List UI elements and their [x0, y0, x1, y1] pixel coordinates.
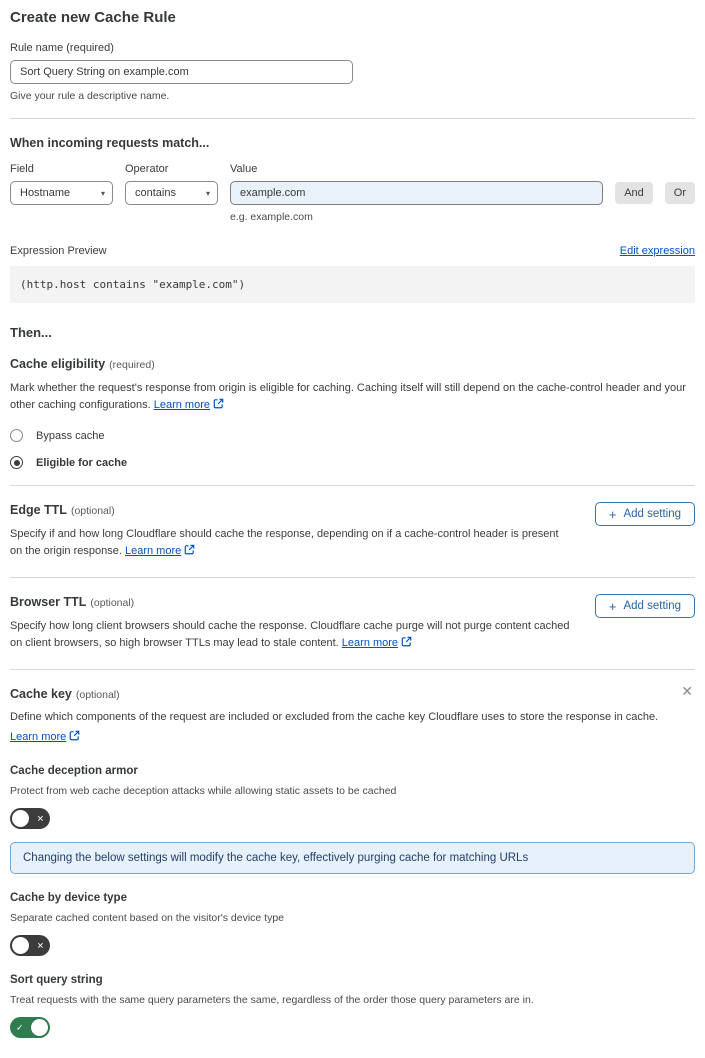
plus-icon: + [608, 598, 617, 614]
plus-icon: + [608, 506, 617, 522]
cache-deception-armor-description: Protect from web cache deception attacks while allowing static assets to be cached [10, 785, 397, 798]
radio-label: Eligible for cache [36, 456, 128, 469]
sort-query-string-toggle[interactable] [10, 1017, 50, 1038]
and-button[interactable]: And [615, 182, 653, 204]
cache-eligibility-qualifier: (required) [109, 359, 155, 371]
edge-ttl-learn-more-link[interactable]: Learn more [124, 545, 182, 558]
then-heading: Then... [10, 325, 52, 340]
browser-ttl-add-setting-button[interactable] [595, 594, 695, 618]
value-input[interactable] [230, 181, 603, 205]
edge-ttl-section [10, 486, 695, 561]
cache-deception-armor-toggle[interactable] [10, 808, 50, 829]
radio-option-bypass-cache[interactable] [10, 429, 695, 442]
add-setting-label: Add setting [623, 600, 681, 613]
radio-label: Bypass cache [36, 429, 105, 442]
cache-key-learn-more-row [10, 729, 695, 747]
cache-key-title: Cache key [10, 687, 72, 702]
edge-ttl-heading [10, 503, 575, 517]
toggle-knob [12, 937, 29, 954]
cache-by-device-type-toggle[interactable] [10, 935, 50, 956]
edge-ttl-description-text: Specify if and how long Cloudflare should cache the response, depending on if a cache-control header is present on the origin response. [10, 528, 559, 558]
chevron-down-icon: ▾ [205, 188, 210, 198]
operator-select[interactable] [125, 181, 218, 205]
or-button[interactable]: Or [665, 182, 695, 204]
external-link-icon [184, 544, 195, 561]
close-icon[interactable]: ✕ [681, 683, 693, 700]
cache-by-device-type-heading: Cache by device type [10, 892, 127, 905]
match-builder-row [10, 163, 695, 205]
rule-name-label: Rule name (required) [10, 42, 114, 54]
browser-ttl-learn-more-link[interactable]: Learn more [341, 637, 399, 650]
expression-code: (http.host contains "example.com") [10, 266, 695, 303]
match-section-heading: When incoming requests match... [10, 136, 210, 150]
check-icon: ✓ [16, 1022, 24, 1033]
x-icon: ✕ [36, 940, 44, 951]
edge-ttl-title: Edge TTL [10, 503, 67, 518]
cache-eligibility-learn-more-link[interactable]: Learn more [153, 399, 210, 412]
cache-by-device-type-description: Separate cached content based on the visitor's device type [10, 912, 285, 925]
cache-key-qualifier: (optional) [75, 689, 120, 702]
page-title: Create new Cache Rule [10, 9, 176, 26]
x-icon: ✕ [36, 813, 44, 824]
field-label: Field [10, 163, 34, 175]
browser-ttl-heading [10, 595, 575, 609]
radio-icon [10, 429, 23, 442]
operator-select-value: contains [135, 187, 176, 199]
cache-key-heading [10, 687, 120, 701]
browser-ttl-section [10, 578, 695, 653]
toggle-knob [31, 1019, 48, 1036]
cache-eligibility-title: Cache eligibility [10, 357, 106, 371]
external-link-icon [213, 398, 224, 415]
rule-name-input[interactable] [10, 60, 353, 84]
cache-key-section [10, 670, 695, 1038]
chevron-down-icon: ▾ [100, 188, 105, 198]
edge-ttl-add-setting-button[interactable] [595, 502, 695, 526]
cache-key-warning-banner: Changing the below settings will modify the cache key, effectively purging cache for matching URLs [10, 842, 695, 874]
sort-query-string-description: Treat requests with the same query parameters the same, regardless of the order those query parameters are in. [10, 994, 534, 1007]
field-select[interactable] [10, 181, 113, 205]
cache-eligibility-description-text: Mark whether the request's response from origin is eligible for caching. Caching itself will still depend on the cache-control header and your other caching configurations. [10, 382, 686, 412]
browser-ttl-qualifier: (optional) [90, 597, 135, 610]
toggle-knob [12, 810, 29, 827]
radio-option-eligible-for-cache[interactable] [10, 456, 695, 469]
field-select-value: Hostname [20, 187, 71, 199]
cache-deception-armor-heading: Cache deception armor [10, 765, 138, 778]
add-setting-label: Add setting [623, 508, 681, 521]
external-link-icon [401, 636, 412, 653]
edit-expression-link[interactable]: Edit expression [619, 245, 695, 257]
external-link-icon [69, 730, 80, 747]
cache-key-description: Define which components of the request are included or excluded from the cache key Cloudflare uses to store the response in cache. [10, 711, 659, 724]
expression-preview-label: Expression Preview [10, 245, 107, 257]
browser-ttl-description-text: Specify how long client browsers should cache the response. Cloudflare cache purge will not purge content cached on client browsers, so high browser TTLs may lead to stale content. [10, 620, 570, 650]
sort-query-string-heading: Sort query string [10, 974, 103, 987]
cache-eligibility-description [10, 380, 695, 415]
radio-checked-icon [10, 456, 23, 469]
cache-key-learn-more-link[interactable]: Learn more [10, 731, 67, 744]
value-label: Value [230, 163, 258, 175]
value-help: e.g. example.com [230, 211, 313, 223]
edge-ttl-qualifier: (optional) [70, 505, 115, 518]
edge-ttl-description [10, 526, 570, 561]
operator-label: Operator [125, 163, 169, 175]
rule-name-help: Give your rule a descriptive name. [10, 90, 170, 102]
browser-ttl-title: Browser TTL [10, 595, 87, 610]
browser-ttl-description [10, 618, 570, 653]
section-divider [10, 118, 695, 119]
cache-eligibility-heading [10, 357, 695, 371]
